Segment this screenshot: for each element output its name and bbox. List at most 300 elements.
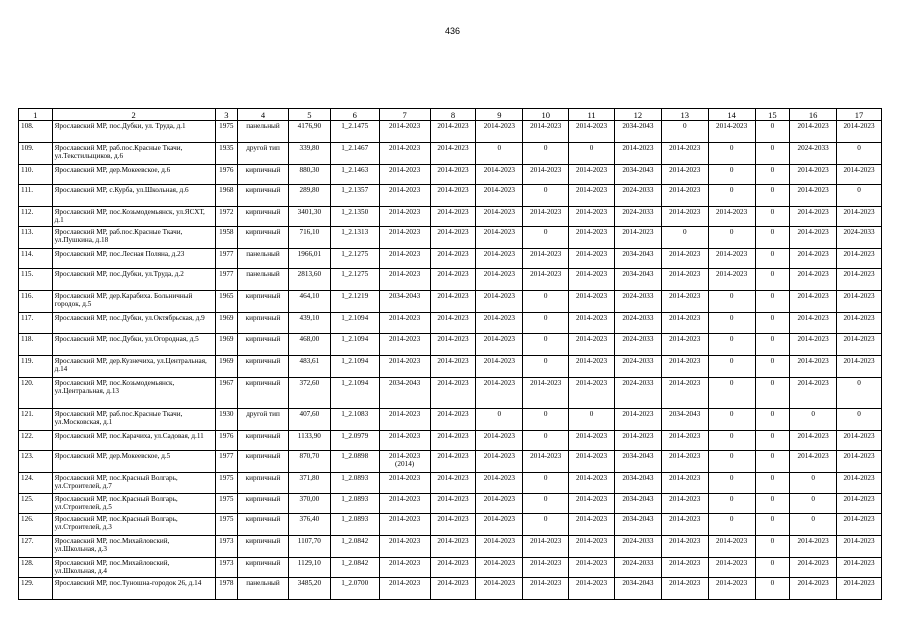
table-cell: 2024-2033	[837, 227, 882, 249]
table-cell: 2024-2033	[614, 291, 661, 313]
table-cell: 2024-2033	[614, 558, 661, 578]
table-cell: 2014-2023	[614, 143, 661, 165]
table-cell: 126.	[19, 514, 53, 536]
table-cell: 2014-2023	[837, 356, 882, 378]
table-cell: 2024-2033	[614, 334, 661, 356]
table-cell: кирпичный	[238, 451, 289, 473]
table-cell: 1975	[215, 514, 237, 536]
table-cell: 2014-2023	[837, 269, 882, 291]
table-cell: кирпичный	[238, 207, 289, 227]
table-cell: 2014-2023	[379, 473, 430, 494]
table-cell: 2014-2023	[708, 249, 755, 269]
table-cell: 0	[523, 185, 569, 207]
table-cell: 113.	[19, 227, 53, 249]
table-cell: 1_2.1094	[330, 378, 379, 409]
table-cell: 2014-2023	[790, 378, 837, 409]
table-cell: 2014-2023	[790, 165, 837, 185]
table-cell: 0	[569, 409, 615, 431]
table-cell: 2014-2023	[476, 473, 523, 494]
table-cell: 0	[837, 378, 882, 409]
table-cell: 1976	[215, 431, 237, 451]
table-cell: 0	[523, 473, 569, 494]
table-cell: 2014-2023	[430, 227, 476, 249]
table-cell: 2014-2023	[661, 431, 708, 451]
table-cell: кирпичный	[238, 558, 289, 578]
table-cell: 2014-2023	[430, 313, 476, 334]
table-cell: 0	[523, 227, 569, 249]
table-cell: Ярославский МР, пос.Лесная Поляна, д.23	[52, 249, 215, 269]
table-cell: 2024-2033	[614, 356, 661, 378]
table-row	[19, 207, 882, 227]
table-cell: 2014-2023	[430, 494, 476, 514]
table-cell: 0	[755, 143, 790, 165]
table-cell: Ярославский МР, пос.Михайловский, ул.Школьная, д.4	[52, 558, 215, 578]
table-cell: 1_2.0700	[330, 578, 379, 600]
table-cell: 376,40	[288, 514, 330, 536]
table-cell: 2014-2023	[430, 185, 476, 207]
table-cell: 339,80	[288, 143, 330, 165]
table-cell: 0	[708, 378, 755, 409]
table-cell: панельный	[238, 269, 289, 291]
table-cell: 289,80	[288, 185, 330, 207]
table-cell: 2034-2043	[614, 494, 661, 514]
column-header: 14	[708, 109, 755, 121]
table-cell: 2014-2023	[790, 356, 837, 378]
table-cell: 2014-2023	[569, 121, 615, 143]
table-cell: 0	[523, 334, 569, 356]
table-cell: 2014-2023	[569, 514, 615, 536]
table-cell: 0	[755, 451, 790, 473]
column-header: 9	[476, 109, 523, 121]
table-cell: 2014-2023	[790, 185, 837, 207]
table-cell: 2014-2023	[837, 313, 882, 334]
table-cell: 870,70	[288, 451, 330, 473]
table-cell: Ярославский МР, пос.Карачиха, ул.Садовая, д.11	[52, 431, 215, 451]
table-cell: 1_2.0893	[330, 473, 379, 494]
table-cell: 2014-2023	[379, 165, 430, 185]
table-cell: 1977	[215, 249, 237, 269]
table-cell: 1968	[215, 185, 237, 207]
table-cell: 2014-2023	[523, 378, 569, 409]
table-cell: 0	[708, 313, 755, 334]
table-row	[19, 578, 882, 600]
table-cell: 0	[755, 165, 790, 185]
table-cell: 880,30	[288, 165, 330, 185]
table-cell: 2014-2023	[569, 378, 615, 409]
table-cell: 2014-2023	[569, 249, 615, 269]
table-cell: 2014-2023	[837, 514, 882, 536]
table-cell: 2014-2023	[379, 356, 430, 378]
table-cell: 2014-2023	[790, 558, 837, 578]
table-cell: 2014-2023	[379, 143, 430, 165]
table-cell: 0	[755, 185, 790, 207]
column-header: 4	[238, 109, 289, 121]
table-cell: 2014-2023	[661, 269, 708, 291]
table-cell: 1975	[215, 494, 237, 514]
table-cell: 2014-2023	[569, 207, 615, 227]
table-cell: 2014-2023	[661, 249, 708, 269]
table-cell: 2014-2023	[379, 334, 430, 356]
table-cell: 0	[708, 409, 755, 431]
table-cell: 2014-2023	[837, 121, 882, 143]
table-cell: 2014-2023	[790, 207, 837, 227]
table-row	[19, 451, 882, 473]
table-cell: кирпичный	[238, 185, 289, 207]
table-cell: 483,61	[288, 356, 330, 378]
table-cell: 2034-2043	[379, 378, 430, 409]
table-cell: 2014-2023	[476, 165, 523, 185]
column-header: 12	[614, 109, 661, 121]
table-cell: 0	[708, 165, 755, 185]
table-cell: 1969	[215, 356, 237, 378]
table-cell: 2014-2023	[569, 165, 615, 185]
table-cell: Ярославский МР, пос.Дубки, ул.Огородная, д.5	[52, 334, 215, 356]
table-cell: Ярославский МР, дер.Кузнечиха, ул.Центральная, д.14	[52, 356, 215, 378]
table-cell: 2014-2023	[476, 227, 523, 249]
table-cell: 2014-2023	[661, 356, 708, 378]
table-cell: 2014-2023	[790, 334, 837, 356]
table-cell: 2014-2023	[476, 431, 523, 451]
table-cell: 124.	[19, 473, 53, 494]
column-header: 2	[52, 109, 215, 121]
table-cell: 716,10	[288, 227, 330, 249]
table-cell: панельный	[238, 249, 289, 269]
table-cell: 2014-2023	[837, 334, 882, 356]
table-cell: 2014-2023	[430, 356, 476, 378]
table-cell: кирпичный	[238, 431, 289, 451]
table-cell: 0	[755, 578, 790, 600]
column-header: 3	[215, 109, 237, 121]
table-cell: 0	[755, 514, 790, 536]
table-cell: 439,10	[288, 313, 330, 334]
table-cell: 1935	[215, 143, 237, 165]
table-cell: кирпичный	[238, 494, 289, 514]
table-cell: 2014-2023	[379, 313, 430, 334]
table-cell: 2014-2023	[523, 165, 569, 185]
table-cell: 0	[755, 473, 790, 494]
table-cell: 2034-2043	[614, 249, 661, 269]
table-cell: Ярославский МР, дер.Мокеевское, д.5	[52, 451, 215, 473]
table-cell: 0	[523, 514, 569, 536]
table-cell: 2014-2023	[476, 121, 523, 143]
table-row	[19, 121, 882, 143]
table-cell: 3401,30	[288, 207, 330, 227]
table-cell: 0	[755, 227, 790, 249]
table-cell: Ярославский МР, пос.Михайловский, ул.Школьная, д.3	[52, 536, 215, 558]
table-cell: 1930	[215, 409, 237, 431]
table-cell: 2014-2023	[379, 269, 430, 291]
table-cell: 1973	[215, 536, 237, 558]
table-cell: 2014-2023	[837, 207, 882, 227]
table-cell: Ярославский МР, пос.Красный Волгарь, ул.Строителей, д.3	[52, 514, 215, 536]
table-cell: 2014-2023	[569, 473, 615, 494]
table-cell: 1967	[215, 378, 237, 409]
table-cell: 2014-2023	[661, 207, 708, 227]
table-cell: Ярославский МР, пос.Туношна-городок 26, д.14	[52, 578, 215, 600]
table-row	[19, 514, 882, 536]
table-cell: 0	[523, 143, 569, 165]
table-cell: 1_2.1463	[330, 165, 379, 185]
table-cell: 115.	[19, 269, 53, 291]
table-cell: 2014-2023	[476, 558, 523, 578]
table-cell: 3485,20	[288, 578, 330, 600]
table-cell: 1_2.1467	[330, 143, 379, 165]
table-cell: 0	[708, 143, 755, 165]
table-row	[19, 409, 882, 431]
table-cell: Ярославский МР, пос.Дубки, ул. Труда, д.1	[52, 121, 215, 143]
table-cell: 2813,60	[288, 269, 330, 291]
table-cell: 122.	[19, 431, 53, 451]
table-cell: 4176,90	[288, 121, 330, 143]
table-cell: 2014-2023	[379, 514, 430, 536]
table-cell: 2014-2023	[430, 165, 476, 185]
table-cell: 2014-2023	[708, 536, 755, 558]
table-cell: 1978	[215, 578, 237, 600]
table-cell: 0	[755, 409, 790, 431]
table-row	[19, 334, 882, 356]
table-cell: 2014-2023	[476, 356, 523, 378]
table-cell: 2014-2023	[430, 269, 476, 291]
table-cell: кирпичный	[238, 514, 289, 536]
table-cell: кирпичный	[238, 334, 289, 356]
page-number: 436	[444, 26, 461, 36]
table-cell: 0	[523, 291, 569, 313]
table-cell: 1966,01	[288, 249, 330, 269]
table-cell: 2014-2023	[430, 473, 476, 494]
table-cell: 125.	[19, 494, 53, 514]
table-cell: 2014-2023	[430, 578, 476, 600]
column-header: 6	[330, 109, 379, 121]
table-cell: другой тип	[238, 409, 289, 431]
table-cell: Ярославский МР, пос.Козьмодемьянск, ул.Центральная, д.13	[52, 378, 215, 409]
table-cell: 2014-2023	[430, 334, 476, 356]
table-cell: 0	[755, 431, 790, 451]
table-cell: 0	[755, 269, 790, 291]
table-cell: 117.	[19, 313, 53, 334]
table-cell: 0	[523, 409, 569, 431]
table-cell: 2014-2023	[661, 313, 708, 334]
table-cell: 2014-2023	[708, 269, 755, 291]
table-row	[19, 494, 882, 514]
table-cell: 2014-2023	[837, 249, 882, 269]
table-cell: 1972	[215, 207, 237, 227]
table-cell: кирпичный	[238, 536, 289, 558]
table-cell: 2014-2023	[837, 451, 882, 473]
table-cell: 2014-2023	[476, 269, 523, 291]
table-cell: 2014-2023	[476, 378, 523, 409]
table-cell: 0	[790, 473, 837, 494]
column-header: 17	[837, 109, 882, 121]
table-cell: 2014-2023	[661, 473, 708, 494]
table-cell: Ярославский МР, дер.Мокеевское, д.6	[52, 165, 215, 185]
table-cell: 2014-2023	[379, 536, 430, 558]
table-cell: 1_2.1357	[330, 185, 379, 207]
table-cell: 2014-2023	[430, 249, 476, 269]
table-cell: 128.	[19, 558, 53, 578]
table-cell: 1969	[215, 334, 237, 356]
table-cell: 1_2.1475	[330, 121, 379, 143]
table-cell: 2014-2023	[661, 536, 708, 558]
table-cell: 1975	[215, 473, 237, 494]
table-cell: 0	[708, 431, 755, 451]
table-cell: 0	[837, 409, 882, 431]
table-cell: 2014-2023	[661, 578, 708, 600]
table-cell: 2034-2043	[614, 165, 661, 185]
table-cell: 2014-2023	[379, 431, 430, 451]
table-cell: 2014-2023	[379, 207, 430, 227]
table-cell: 468,00	[288, 334, 330, 356]
column-header: 13	[661, 109, 708, 121]
table-cell: 1_2.1350	[330, 207, 379, 227]
table-cell: 2014-2023	[661, 451, 708, 473]
table-row	[19, 378, 882, 409]
table-cell: 108.	[19, 121, 53, 143]
table-cell: 0	[790, 409, 837, 431]
table-cell: 2014-2023	[661, 143, 708, 165]
table-cell: 1_2.0893	[330, 494, 379, 514]
table-cell: 1_2.0893	[330, 514, 379, 536]
table-cell: 0	[523, 431, 569, 451]
table-cell: 2014-2023	[661, 165, 708, 185]
table-cell: кирпичный	[238, 313, 289, 334]
table-cell: Ярославский МР, с.Курба, ул.Школьная, д.6	[52, 185, 215, 207]
column-header: 11	[569, 109, 615, 121]
table-cell: 2014-2023	[569, 291, 615, 313]
table-cell: 2014-2023	[790, 536, 837, 558]
table-cell: 2014-2023	[790, 431, 837, 451]
table-cell: кирпичный	[238, 291, 289, 313]
table-cell: 2014-2023	[569, 313, 615, 334]
table-cell: 0	[755, 334, 790, 356]
table-cell: 2014-2023	[837, 473, 882, 494]
table-cell: 2014-2023	[614, 227, 661, 249]
table-cell: 2014-2023	[661, 378, 708, 409]
table-cell: 119.	[19, 356, 53, 378]
table-cell: 0	[708, 473, 755, 494]
table-row	[19, 558, 882, 578]
table-cell: Ярославский МР, пос.Красный Волгарь, ул.Строителей, д.5	[52, 494, 215, 514]
table-cell: 121.	[19, 409, 53, 431]
table-cell: 2034-2043	[614, 514, 661, 536]
table-row	[19, 269, 882, 291]
table-cell: 2014-2023	[476, 514, 523, 536]
table-cell: 2014-2023	[661, 291, 708, 313]
table-cell: 0	[790, 514, 837, 536]
table-cell: 2014-2023	[837, 431, 882, 451]
table-cell: 1_2.1275	[330, 269, 379, 291]
table-cell: Ярославский МР, пос.Красный Волгарь, ул.Строителей, д.7	[52, 473, 215, 494]
table-cell: 2024-2033	[790, 143, 837, 165]
table-cell: 2014-2023	[476, 334, 523, 356]
table-cell: 2014-2023	[569, 558, 615, 578]
table-cell: 2034-2043	[379, 291, 430, 313]
table-row	[19, 185, 882, 207]
table-cell: 2014-2023	[523, 536, 569, 558]
table-cell: 2014-2023	[523, 451, 569, 473]
table-cell: 0	[661, 227, 708, 249]
table-cell: 0	[755, 249, 790, 269]
table-row	[19, 431, 882, 451]
column-header: 16	[790, 109, 837, 121]
table-row	[19, 313, 882, 334]
table-cell: 0	[708, 227, 755, 249]
table-cell: 2014-2023	[476, 291, 523, 313]
table-cell: 1977	[215, 451, 237, 473]
table-cell: 2014-2023	[379, 185, 430, 207]
table-cell: 0	[755, 207, 790, 227]
table-cell: Ярославский МР, пос.Дубки, ул.Октябрьская, д.9	[52, 313, 215, 334]
table-cell: 0	[755, 494, 790, 514]
table-cell: 2014-2023	[430, 378, 476, 409]
table-cell: 0	[476, 409, 523, 431]
table-cell: 2014-2023	[476, 536, 523, 558]
table-cell: 2014-2023	[476, 185, 523, 207]
table-cell: 2014-2023	[708, 121, 755, 143]
table-cell: 1_2.0842	[330, 536, 379, 558]
table-cell: 2014-2023	[523, 578, 569, 600]
table-cell: 2014-2023	[837, 558, 882, 578]
table-cell: 0	[569, 143, 615, 165]
table-cell: 2014-2023	[476, 578, 523, 600]
table-cell: 0	[708, 451, 755, 473]
table-cell: 2014-2023	[476, 451, 523, 473]
table-cell: 2014-2023	[476, 207, 523, 227]
column-header: 1	[19, 109, 53, 121]
table-cell: 0	[755, 558, 790, 578]
table-cell: 118.	[19, 334, 53, 356]
table-cell: 2014-2023	[569, 536, 615, 558]
table-cell: Ярославский МР, раб.пос.Красные Ткачи, ул.Текстильщиков, д.6	[52, 143, 215, 165]
table-cell: 111.	[19, 185, 53, 207]
table-cell: 2014-2023	[379, 558, 430, 578]
table-cell: 2014-2023	[379, 249, 430, 269]
table-cell: 2014-2023	[430, 536, 476, 558]
table-cell: 2014-2023	[790, 249, 837, 269]
table-cell: 2014-2023 (2014)	[379, 451, 430, 473]
table-cell: 2014-2023	[569, 451, 615, 473]
table-cell: 127.	[19, 536, 53, 558]
column-header: 10	[523, 109, 569, 121]
table-cell: 0	[837, 185, 882, 207]
table-cell: 2024-2033	[614, 313, 661, 334]
table-cell: 1_2.0842	[330, 558, 379, 578]
table-cell: 1_2.1094	[330, 334, 379, 356]
table-cell: 2014-2023	[569, 334, 615, 356]
table-cell: 2014-2023	[430, 451, 476, 473]
table-cell: 2014-2023	[790, 313, 837, 334]
table-cell: 0	[790, 494, 837, 514]
table-cell: 2014-2023	[476, 249, 523, 269]
table-cell: 2014-2023	[708, 207, 755, 227]
table-cell: 1969	[215, 313, 237, 334]
table-cell: 1958	[215, 227, 237, 249]
table-cell: 0	[708, 334, 755, 356]
table-cell: панельный	[238, 578, 289, 600]
table-cell: 2014-2023	[430, 207, 476, 227]
table-cell: 2014-2023	[523, 121, 569, 143]
table-cell: 2014-2023	[790, 227, 837, 249]
table-cell: 2014-2023	[430, 558, 476, 578]
table-cell: 2014-2023	[379, 227, 430, 249]
table-cell: 2014-2023	[837, 165, 882, 185]
column-header: 8	[430, 109, 476, 121]
table-cell: 2014-2023	[661, 514, 708, 536]
table-cell: 2014-2023	[661, 494, 708, 514]
table-cell: 120.	[19, 378, 53, 409]
table-cell: 1129,10	[288, 558, 330, 578]
table-cell: 2014-2023	[379, 409, 430, 431]
table-cell: 2014-2023	[569, 185, 615, 207]
